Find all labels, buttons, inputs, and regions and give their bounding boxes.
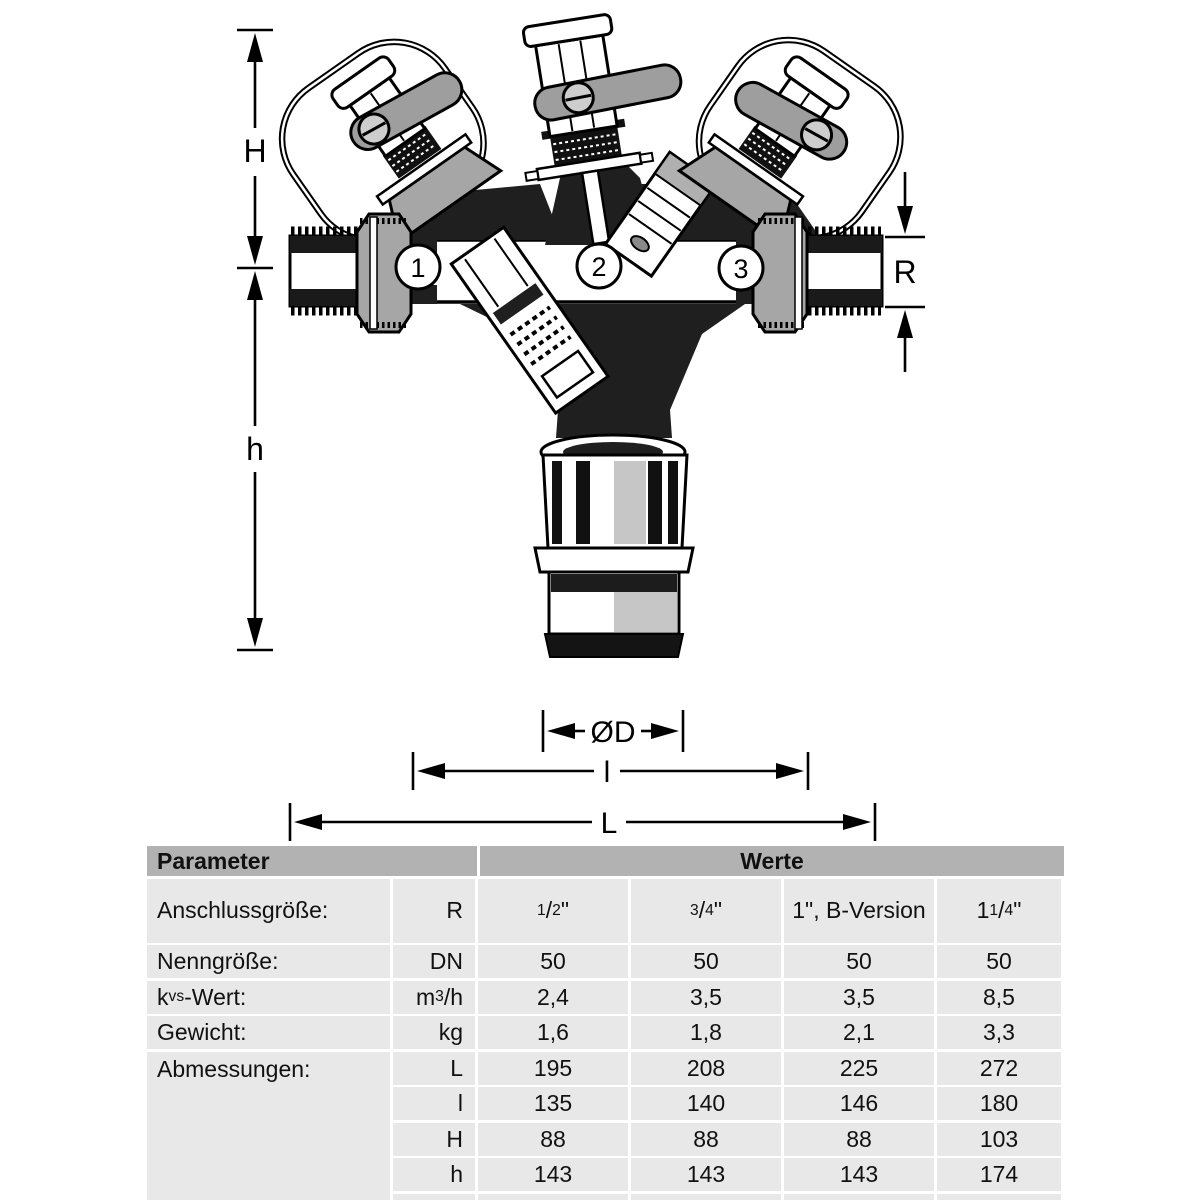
cell-value: 50 — [478, 945, 628, 978]
cell-unit: h — [393, 1158, 475, 1191]
cell-value: 146 — [784, 1087, 934, 1120]
dim-label-h: h — [246, 431, 264, 467]
cell-label: k vs -Wert: — [147, 981, 390, 1014]
cell-label: Nenngröße: — [147, 945, 390, 978]
table-row — [147, 879, 1064, 943]
cell-value: 88 — [784, 1123, 934, 1156]
cell-value: 3,5 — [784, 981, 934, 1014]
cell-unit: m 3 /h — [393, 981, 475, 1014]
cell-value: 50 — [937, 945, 1061, 978]
cell-value: 8,5 — [937, 981, 1061, 1014]
cell-value: 1 1 / 4 " — [937, 879, 1061, 943]
cell-value: 174 — [937, 1158, 1061, 1191]
dim-label-OD: ØD — [590, 716, 636, 749]
cell-value: 143 — [478, 1158, 628, 1191]
table-row — [393, 1158, 1061, 1191]
cell-value: 1,6 — [478, 1016, 628, 1049]
cell-label: Gewicht: — [147, 1016, 390, 1049]
table-row-group-abmessungen — [147, 1052, 1064, 1200]
cell-value: 2,1 — [784, 1016, 934, 1049]
cell-value: 143 — [631, 1158, 781, 1191]
table-row-clipped — [393, 1194, 1061, 1200]
cell-value: 180 — [937, 1087, 1061, 1120]
dim-H — [237, 30, 273, 268]
cell-value: 1", B-Version — [784, 879, 934, 943]
cell-value: 140 — [631, 1087, 781, 1120]
cell-value: 3,5 — [631, 981, 781, 1014]
header-werte: Werte — [480, 846, 1064, 876]
pipe-right — [753, 214, 882, 332]
table-header-row — [147, 846, 1064, 876]
cell-value: 135 — [478, 1087, 628, 1120]
drain-funnel — [535, 435, 693, 657]
cell-value: 2,4 — [478, 981, 628, 1014]
cell-value: 103 — [937, 1123, 1061, 1156]
cell-value — [631, 1194, 781, 1200]
dim-label-H: H — [243, 133, 267, 169]
table-row — [147, 981, 1064, 1014]
cell-value: 143 — [784, 1158, 934, 1191]
cell-value: 225 — [784, 1052, 934, 1085]
cell-value: 272 — [937, 1052, 1061, 1085]
cell-value: 208 — [631, 1052, 781, 1085]
cell-unit: DN — [393, 945, 475, 978]
cell-label: Abmessungen: — [147, 1052, 390, 1200]
dim-label-L: L — [600, 807, 618, 840]
cell-value: 3 / 4 " — [631, 879, 781, 943]
test-port-1-label: 1 — [410, 253, 426, 283]
test-port-3-label: 3 — [733, 254, 749, 284]
dim-OD — [543, 710, 683, 752]
cell-value: 50 — [631, 945, 781, 978]
pipe-left — [290, 214, 411, 332]
cell-unit: kg — [393, 1016, 475, 1049]
dim-L — [290, 803, 875, 841]
cell-value: 50 — [784, 945, 934, 978]
cell-unit: l — [393, 1087, 475, 1120]
header-parameter: Parameter — [147, 846, 477, 876]
cell-unit — [393, 1194, 475, 1200]
dim-R — [885, 172, 925, 372]
test-port-2 — [577, 244, 621, 288]
cell-value — [784, 1194, 934, 1200]
test-port-3 — [719, 246, 763, 290]
cell-value — [478, 1194, 628, 1200]
cell-value: 88 — [631, 1123, 781, 1156]
table-row — [393, 1123, 1061, 1156]
test-port-2-label: 2 — [591, 252, 607, 282]
dim-h — [237, 271, 273, 650]
spec-table — [147, 846, 1064, 1200]
table-row — [393, 1052, 1061, 1085]
cell-unit: R — [393, 879, 475, 943]
table-row — [147, 1016, 1064, 1049]
cell-value: 1 / 2 " — [478, 879, 628, 943]
cell-unit: H — [393, 1123, 475, 1156]
dim-label-l: l — [603, 756, 611, 789]
cell-unit: L — [393, 1052, 475, 1085]
cell-value: 195 — [478, 1052, 628, 1085]
dim-l — [413, 752, 808, 790]
cell-value — [937, 1194, 1061, 1200]
dim-label-R: R — [893, 254, 917, 290]
cell-value: 1,8 — [631, 1016, 781, 1049]
table-row — [393, 1087, 1061, 1120]
table-row — [147, 945, 1064, 978]
cell-value: 3,3 — [937, 1016, 1061, 1049]
cell-value: 88 — [478, 1123, 628, 1156]
cell-label: Anschlussgröße: — [147, 879, 390, 943]
test-port-1 — [396, 245, 440, 289]
